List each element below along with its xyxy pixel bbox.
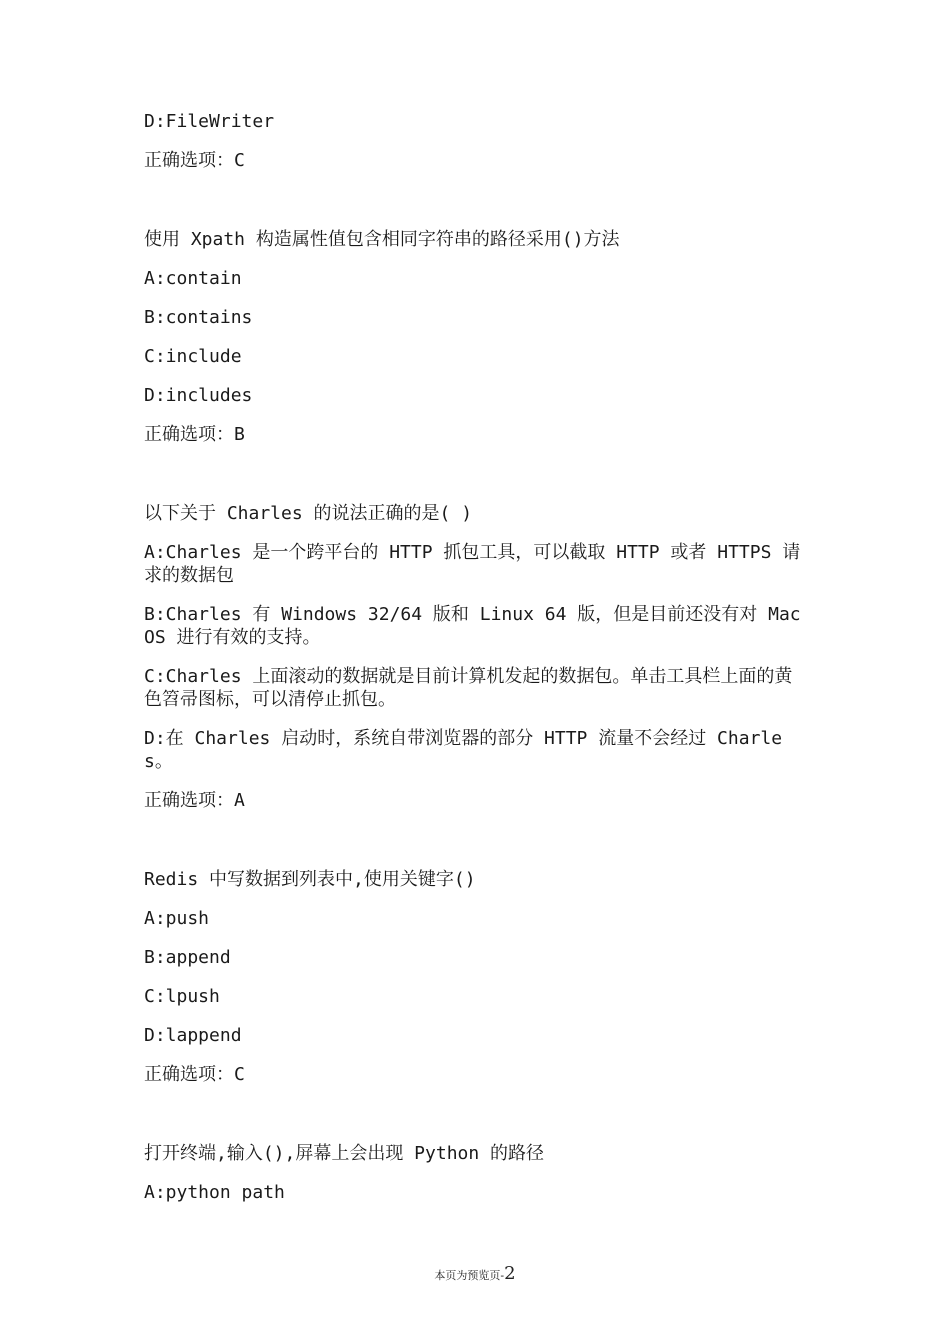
answer-line: 正确选项：B	[144, 424, 245, 445]
option-line: B:contains	[144, 307, 253, 328]
option-line: D:includes	[144, 385, 253, 406]
question-line: Redis 中写数据到列表中,使用关键字()	[144, 869, 476, 890]
question-line: 使用 Xpath 构造属性值包含相同字符串的路径采用()方法	[144, 229, 620, 250]
option-line: C:include	[144, 346, 242, 367]
option-line: B:Charles 有 Windows 32/64 版和 Linux 64 版，但是目前还没有对 Mac OS 进行有效的支持。	[144, 604, 812, 648]
block-gap	[144, 828, 806, 868]
answer-line: 正确选项：C	[144, 1064, 245, 1085]
question-line: 打开终端,输入(),屏幕上会出现 Python 的路径	[144, 1143, 545, 1164]
option-line: A:python path	[144, 1182, 285, 1203]
question-block	[144, 502, 812, 812]
option-line: A:contain	[144, 268, 242, 289]
option-line: D:FileWriter	[144, 111, 275, 132]
question-block	[144, 110, 806, 172]
question-block	[144, 868, 806, 1086]
question-line: 以下关于 Charles 的说法正确的是( )	[144, 503, 473, 524]
option-line: D:lappend	[144, 1025, 242, 1046]
option-line: A:Charles 是一个跨平台的 HTTP 抓包工具，可以截取 HTTP 或者 HTTPS 请求的数据包	[144, 542, 801, 586]
answer-line: 正确选项：A	[144, 790, 245, 811]
answer-line: 正确选项：C	[144, 150, 245, 171]
preview-label: 本页为预览页-	[434, 1269, 505, 1282]
document-content	[144, 110, 812, 1220]
block-gap	[144, 1102, 806, 1142]
option-line: C:lpush	[144, 986, 220, 1007]
option-line: B:append	[144, 947, 231, 968]
block-gap	[144, 188, 806, 228]
page-footer	[0, 1263, 950, 1284]
option-line: C:Charles 上面滚动的数据就是目前计算机发起的数据包。单击工具栏上面的黄色笤帚图标，可以清停止抓包。	[144, 666, 793, 710]
question-block	[144, 1142, 806, 1204]
block-gap	[144, 462, 806, 502]
option-line: A:push	[144, 908, 210, 929]
page-number: 2	[504, 1263, 516, 1284]
option-line: D:在 Charles 启动时，系统自带浏览器的部分 HTTP 流量不会经过 Charles。	[144, 728, 783, 772]
question-block	[144, 228, 806, 446]
